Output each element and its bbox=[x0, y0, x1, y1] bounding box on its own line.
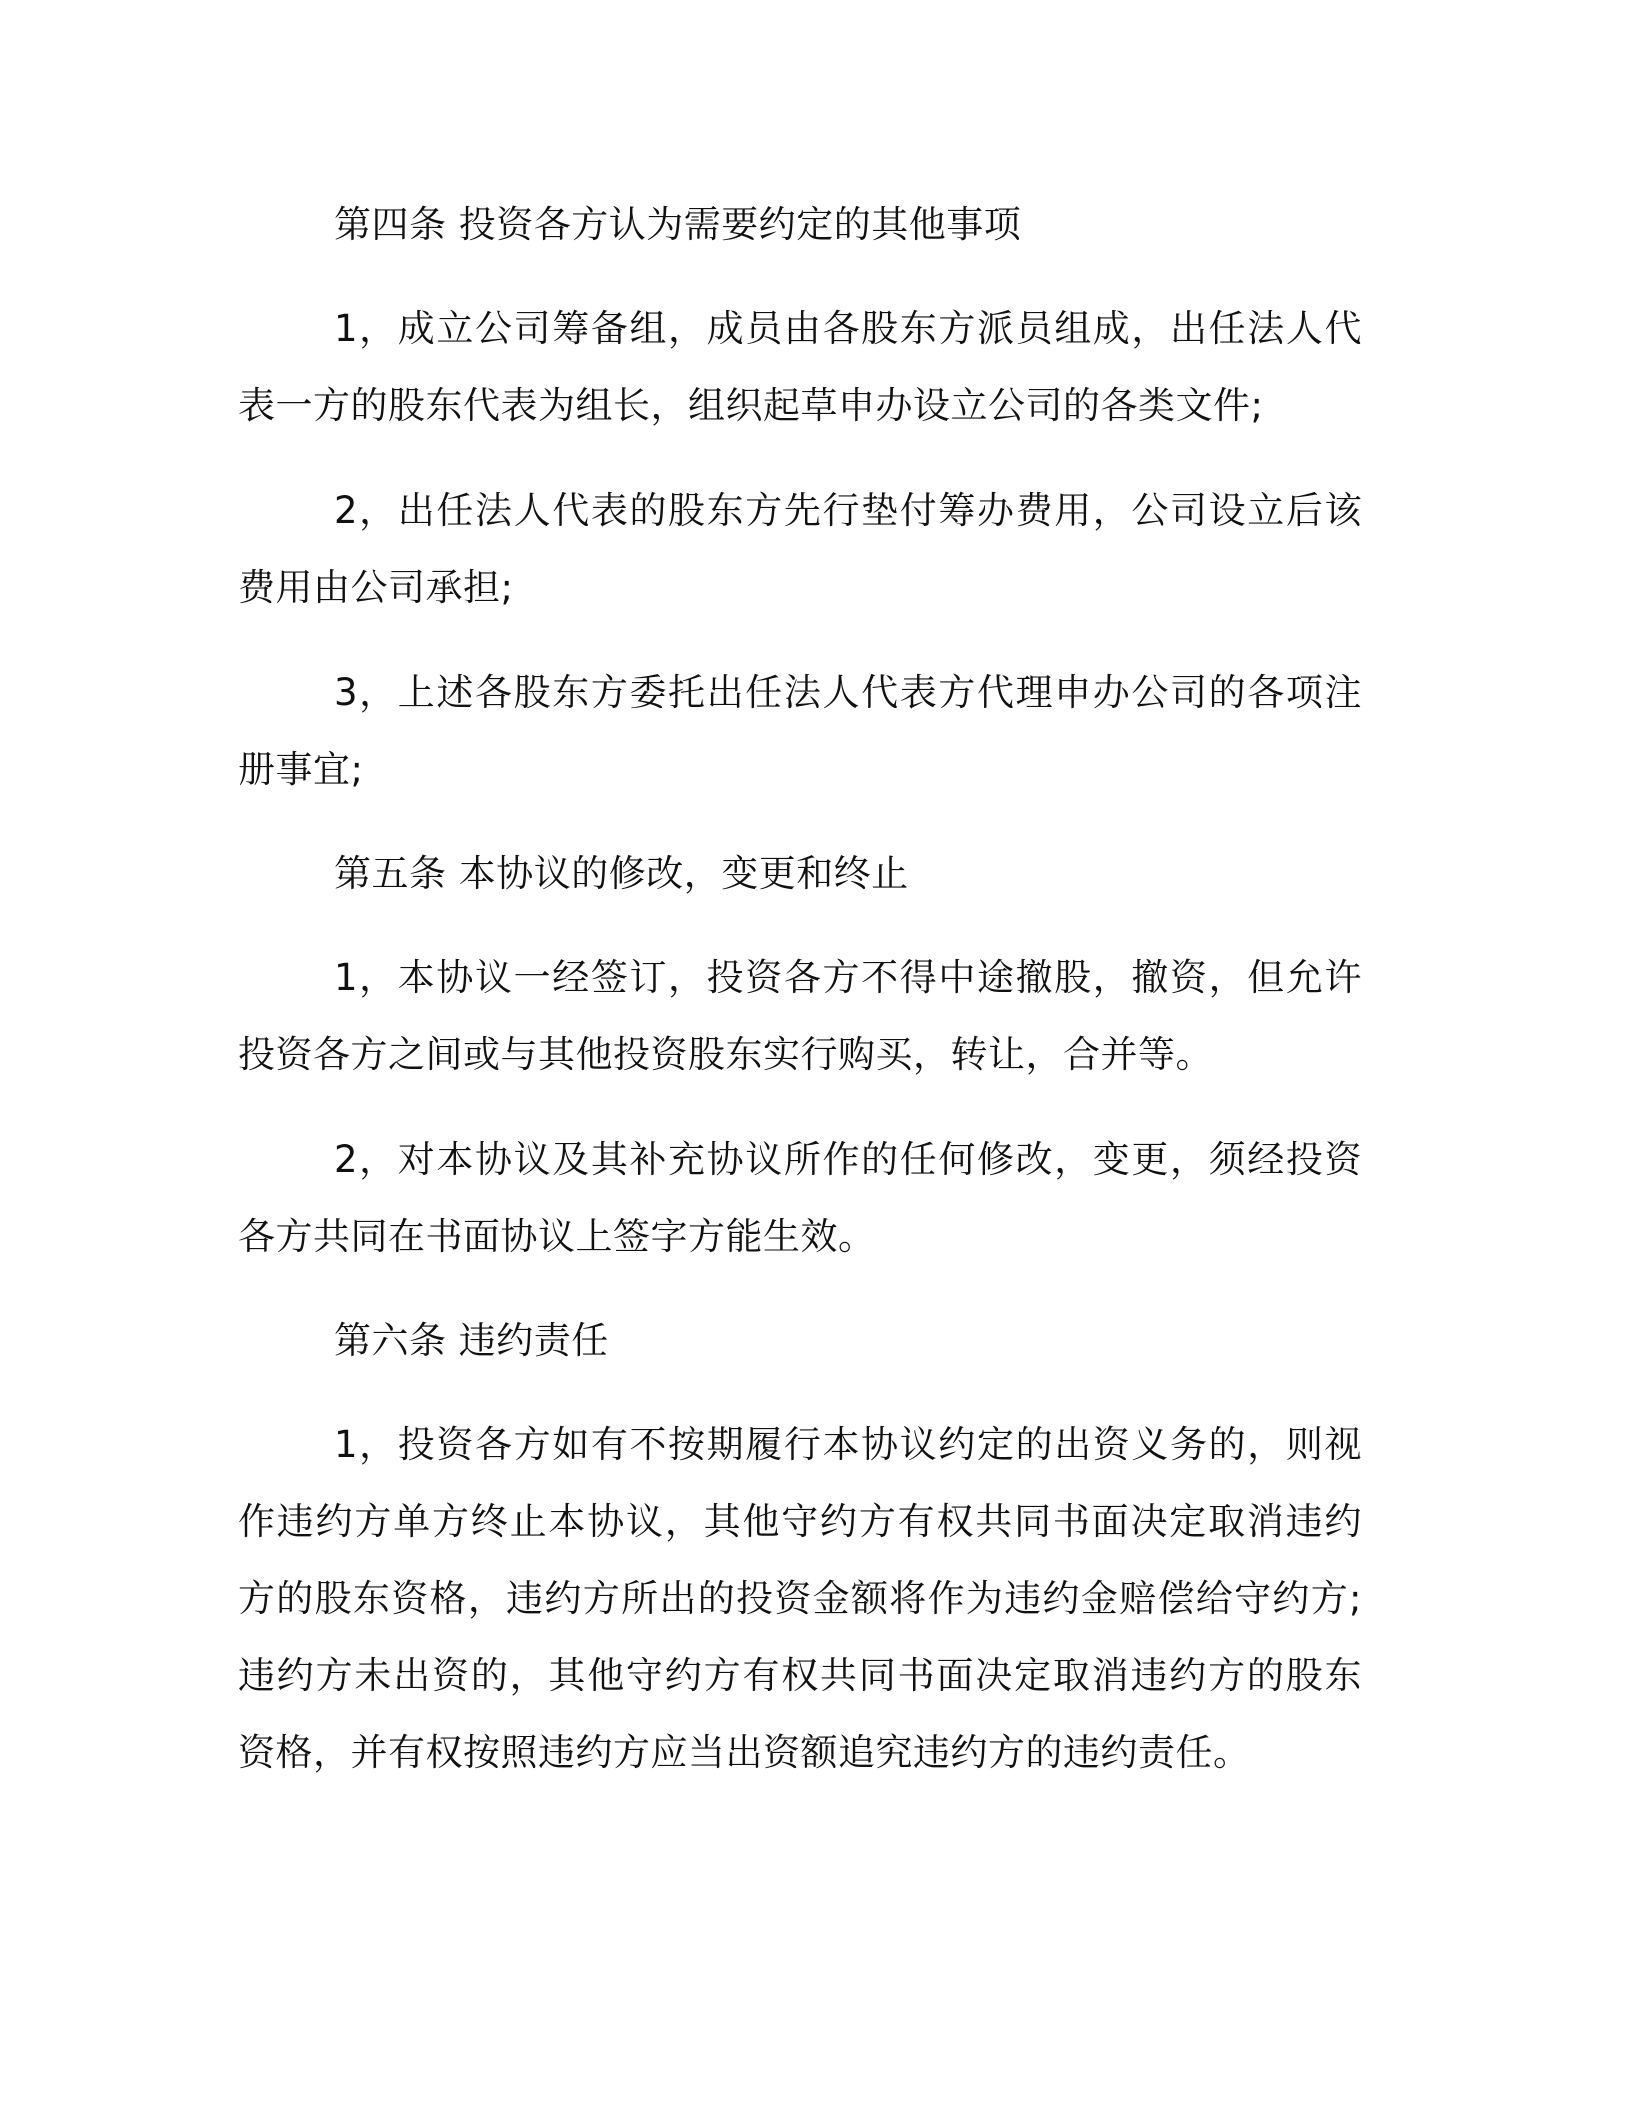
article-4-item-1: 1，成立公司筹备组，成员由各股东方派员组成，出任法人代表一方的股东代表为组长，组织起草申办设立公司的各类文件; bbox=[238, 307, 1362, 427]
article-6-item-1: 1，投资各方如有不按期履行本协议约定的出资义务的，则视作违约方单方终止本协议，其他守约方有权共同书面决定取消违约方的股东资格，违约方所出的投资金额将作为违约金赔偿给守约方;违约方未出资的，其他守约方有权共同书面决定取消违约方的股东资格，并有权按照违约方应当出资额追究违约方的违约责任。 bbox=[238, 1423, 1362, 1774]
article-5-item-2: 2，对本协议及其补充协议所作的任何修改，变更，须经投资各方共同在书面协议上签字方能生效。 bbox=[238, 1138, 1362, 1258]
article-4-item-2: 2，出任法人代表的股东方先行垫付筹办费用，公司设立后该费用由公司承担; bbox=[238, 489, 1362, 609]
article-4-heading: 第四条 投资各方认为需要约定的其他事项 bbox=[334, 203, 1022, 246]
article-6-heading: 第六条 违约责任 bbox=[334, 1319, 609, 1362]
document-body bbox=[238, 186, 1362, 1791]
article-5-heading: 第五条 本协议的修改，变更和终止 bbox=[334, 852, 909, 895]
article-5-item-1: 1，本协议一经签订，投资各方不得中途撤股，撤资，但允许投资各方之间或与其他投资股东实行购买，转让，合并等。 bbox=[238, 956, 1362, 1076]
article-4-item-3: 3，上述各股东方委托出任法人代表方代理申办公司的各项注册事宜; bbox=[238, 671, 1362, 791]
